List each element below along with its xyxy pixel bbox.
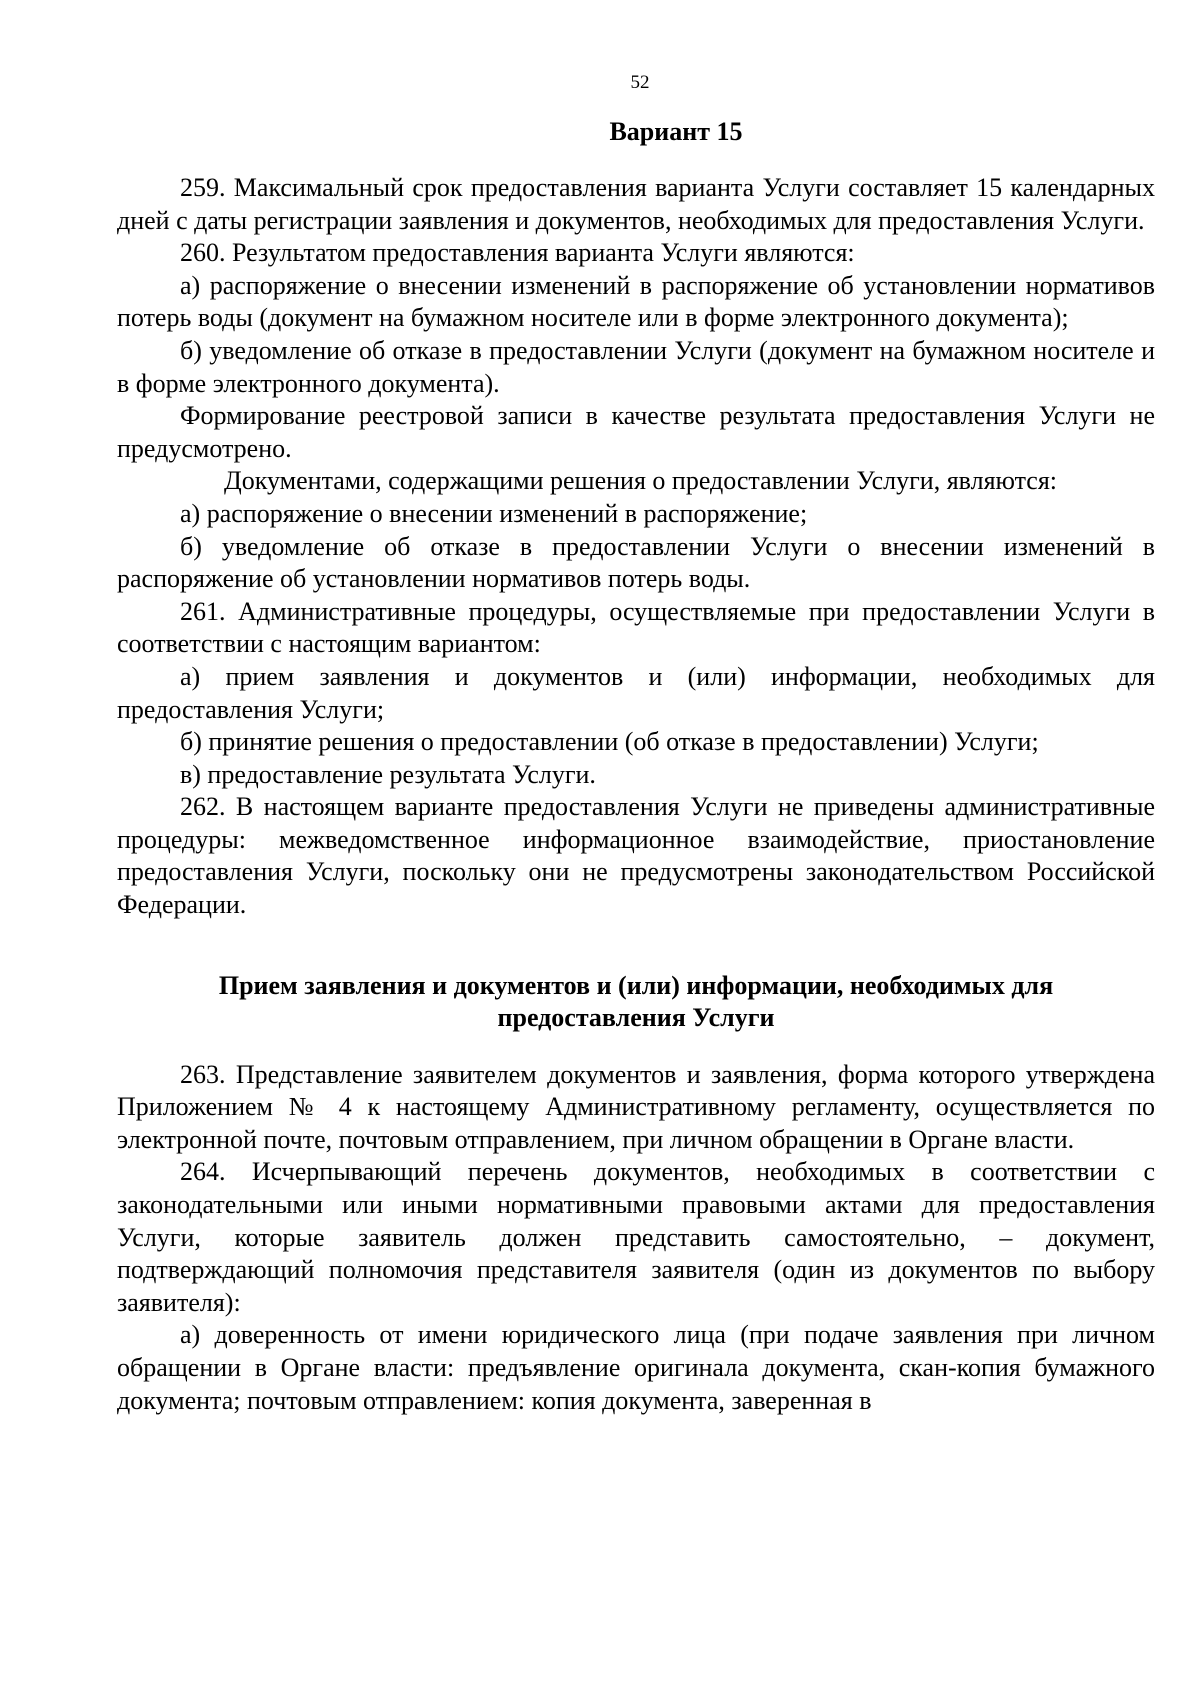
paragraph-decision-b: б) уведомление об отказе в предоставлении Услуги о внесении изменений в распоряжение об установлении нормативов потерь воды. <box>117 531 1155 594</box>
paragraph-263: 263. Представление заявителем документов и заявления, форма которого утверждена Приложением № 4 к настоящему Административному регламенту, осуществляется по электронной почте, почтовым отправлением, при личном обращении в Органе власти. <box>117 1059 1155 1154</box>
paragraph-261-b: б) принятие решения о предоставлении (об отказе в предоставлении) Услуги; <box>180 727 1039 757</box>
paragraph-264: 264. Исчерпывающий перечень документов, необходимых в соответствии с законодательными или иными нормативными правовыми актами для предоставления Услуги, которые заявитель должен представить самостоятельно, – документ, подтверждающий полномочия представителя заявителя (один из документов по выбору заявителя): <box>117 1157 1155 1317</box>
page-number: 52 <box>630 72 650 93</box>
paragraph-registry-record: Формирование реестровой записи в качестве результата предоставления Услуги не предусмотрено. <box>117 401 1155 463</box>
variant-heading: Вариант 15 <box>609 117 743 146</box>
paragraph-260-a: а) распоряжение о внесении изменений в распоряжение об установлении нормативов потерь воды (документ на бумажном носителе или в форме электронного документа); <box>117 270 1155 333</box>
paragraph-262: 262. В настоящем варианте предоставления Услуги не приведены административные процедуры: межведомственное информационное взаимодействие, приостановление предоставления Услуги, поскольку они не предусмотрены законодательством Российской Федерации. <box>117 792 1155 920</box>
section-heading <box>117 970 1155 1034</box>
paragraph-261: 261. Административные процедуры, осуществляемые при предоставлении Услуги в соответствии с настоящим вариантом: <box>117 596 1155 659</box>
paragraph-261-c: в) предоставление результата Услуги. <box>180 759 596 789</box>
section-heading-line-1: Прием заявления и документов и (или) информации, необходимых для <box>218 970 1054 1000</box>
paragraph-260: 260. Результатом предоставления варианта Услуги являются: <box>180 238 855 268</box>
paragraph-261-a: а) прием заявления и документов и (или) информации, необходимых для предоставления Услуги; <box>117 661 1155 724</box>
paragraph-259: 259. Максимальный срок предоставления варианта Услуги составляет 15 календарных дней с даты регистрации заявления и документов, необходимых для предоставления Услуги. <box>117 173 1155 235</box>
paragraph-decision-documents: Документами, содержащими решения о предоставлении Услуги, являются: <box>224 466 1058 496</box>
paragraph-decision-a: а) распоряжение о внесении изменений в распоряжение; <box>180 498 808 528</box>
paragraph-264-a: а) доверенность от имени юридического лица (при подаче заявления при личном обращении в Органе власти: предъявление оригинала документа, скан-копия бумажного документа; почтовым отправлением: копия документа, заверенная в <box>117 1320 1155 1415</box>
section-heading-line-2: предоставления Услуги <box>497 1002 775 1032</box>
paragraph-260-b: б) уведомление об отказе в предоставлении Услуги (документ на бумажном носителе и в форме электронного документа). <box>117 335 1155 398</box>
page-content <box>117 116 1155 1417</box>
